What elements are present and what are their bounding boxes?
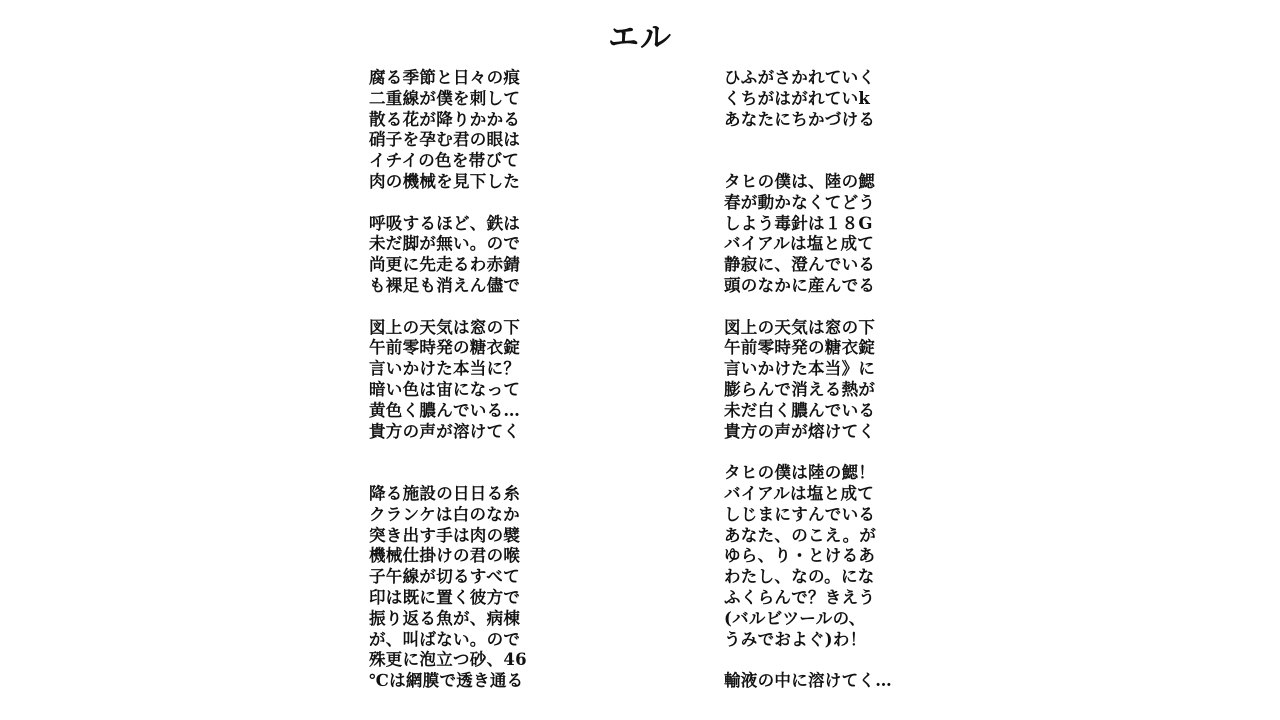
poem-line: しよう毒針は１８G [724,213,873,233]
poem-line: 午前零時発の糖衣錠 [369,338,521,358]
poem-line: 腐る季節と日々の痕 [369,68,521,87]
poem-line: 突き出す手は肉の襞 [369,525,521,545]
poem-line: バイアルは塩と成て [724,234,875,254]
stanza [369,318,569,443]
poem-line: 未だ脚が無い。ので [369,234,521,254]
stanza-gap [724,650,924,671]
right-column [724,68,924,692]
poem-line: 春が動かなくてどう [724,192,876,212]
poem-line: 殊更に泡立つ砂、46 [369,650,527,670]
poem-line: 未だ白く膿んでいる [724,400,876,420]
poem-line: 散る花が降りかかる [369,109,521,129]
poem-line: 黄色く膿んでいる… [369,400,521,420]
poem-line: イチイの色を帯びて [369,151,520,171]
stanza-gap [724,442,924,463]
poem-line: 輸液の中に溶けてく… [724,671,892,691]
poem-line: 印は既に置く彼方で [369,587,521,607]
poem-line: 貴方の声が熔けてく [724,421,876,441]
poem-line: 硝子を孕む君の眼は [369,130,521,150]
stanza [369,214,569,297]
poem-line: しじまにすんでいる [724,504,876,524]
stanza-gap [369,193,569,214]
stanza [724,318,924,443]
poem-line: 言いかけた本当》に [724,359,876,379]
poem-line: バイアルは塩と成て [724,483,875,503]
poem-line: (バルビツールの、 [724,608,866,628]
left-column [369,68,569,692]
stanza [369,68,569,193]
stanza-gap [369,442,569,484]
poem-title: エル [608,20,672,56]
poem-line: が、叫ばない。ので [369,629,521,649]
poem-line: 言いかけた本当に？ [369,359,521,379]
poem-line: 図上の天気は窓の下 [724,317,876,337]
poem-line: ゆら、り・とけるあ [724,546,876,566]
poem-line: うみでおよぐ)わ！ [724,629,867,649]
stanza [724,68,924,130]
poem-line: 膨らんで消える熱が [724,379,876,399]
poem-line: 図上の天気は窓の下 [369,317,521,337]
poem-line: 振り返る魚が、病棟 [369,608,521,628]
poem-line: ふくらんで？きえう [724,587,876,607]
poem-line: 暗い色は宙になって [369,379,521,399]
poem-line: 静寂に、澄んでいる [724,255,876,275]
stanza [369,484,569,692]
stanza [724,463,924,650]
poem-line: 降る施設の日日る糸 [369,483,521,503]
poem-line: 呼吸するほど、鉄は [369,213,521,233]
poem-line: ひふがさかれていく [724,68,876,87]
stanza [724,172,924,297]
poem-line: あなたにちかづける [724,109,876,129]
stanza [724,671,924,692]
stanza-gap [724,130,924,172]
poem-line: わたし、なの。にな [724,567,875,587]
poem-line: タヒの僕は、陸の鰓 [724,171,876,191]
poem-line: クランケは白のなか [369,504,520,524]
poem-line: 二重線が僕を刺して [369,88,521,108]
poem-line: 午前零時発の糖衣錠 [724,338,876,358]
poem-line: タヒの僕は陸の鰓！ [724,463,876,483]
poem-line: あなた、のこえ。が [724,525,877,545]
poem-line: 尚更に先走るわ赤錆 [369,255,521,275]
poem-line: ℃は網膜で透き通る [369,671,524,691]
poem-line: 機械仕掛けの君の喉 [369,546,521,566]
stanza-gap [724,297,924,318]
poem-line: 頭のなかに産んでる [724,275,876,295]
poem-line: くちがはがれていk [724,88,871,108]
poem-line: 肉の機械を見下した [369,171,521,191]
poem-line: 貴方の声が溶けてく [369,421,521,441]
poem-line: も裸足も消えん儘で [369,275,521,295]
poem-line: 子午線が切るすべて [369,567,520,587]
stanza-gap [369,297,569,318]
